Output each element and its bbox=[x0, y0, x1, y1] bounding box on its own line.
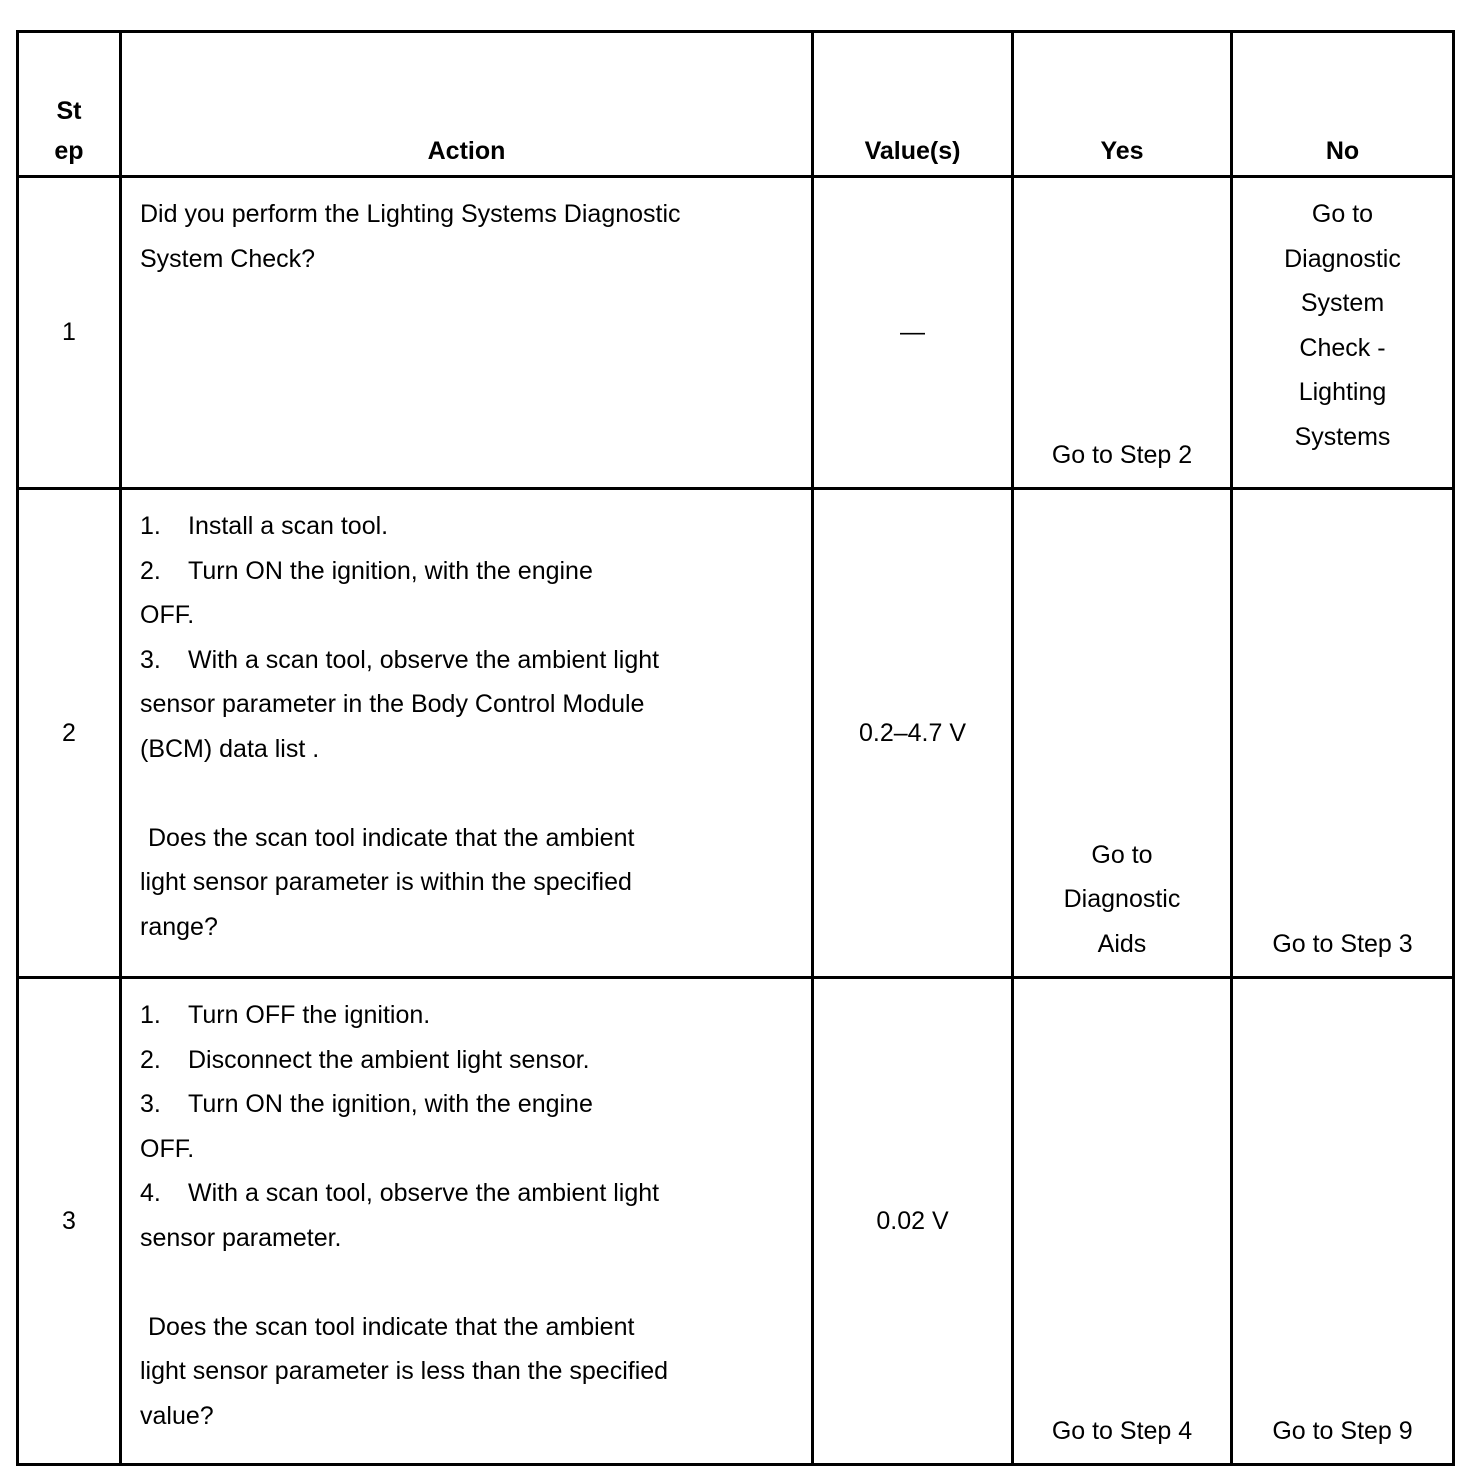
action-list-item bbox=[140, 1171, 801, 1216]
header-row bbox=[18, 32, 1454, 177]
action-list-item bbox=[140, 993, 801, 1038]
question-line: light sensor parameter is within the specified bbox=[140, 868, 632, 896]
list-text: Install a scan tool. bbox=[188, 512, 389, 540]
list-text: Turn ON the ignition, with the engine bbox=[188, 556, 593, 585]
no-link: Go to Step 9 bbox=[1272, 1416, 1413, 1445]
spacer bbox=[140, 771, 801, 816]
table-row bbox=[18, 177, 1454, 489]
action-list-item bbox=[140, 1038, 801, 1083]
list-continuation: (BCM) data list . bbox=[140, 734, 320, 763]
list-continuation: OFF. bbox=[140, 601, 195, 629]
yes-line: Diagnostic bbox=[1063, 885, 1181, 913]
yes-link: Go to Step 2 bbox=[1051, 440, 1193, 469]
header-values: Value(s) bbox=[813, 32, 1013, 177]
list-text: Turn ON the ignition, with the engine bbox=[188, 1090, 593, 1118]
list-continuation: sensor parameter. bbox=[140, 1223, 342, 1252]
value-cell: — bbox=[813, 177, 1013, 489]
step-number: 3 bbox=[18, 978, 121, 1465]
action-list-item bbox=[140, 638, 801, 683]
yes-cell bbox=[1013, 177, 1232, 489]
no-line: Lighting bbox=[1298, 378, 1387, 406]
action-list-item bbox=[140, 1082, 801, 1127]
no-line: Go to bbox=[1311, 200, 1374, 228]
action-list-item bbox=[140, 504, 801, 549]
list-number: 4. bbox=[140, 1179, 161, 1207]
question-line: Does the scan tool indicate that the ambient bbox=[148, 823, 635, 852]
list-number: 2. bbox=[140, 1045, 161, 1074]
action-cell bbox=[121, 177, 813, 489]
header-step-line1: St bbox=[56, 97, 82, 125]
no-line: Check - bbox=[1299, 333, 1386, 362]
spacer bbox=[140, 1260, 801, 1305]
no-cell bbox=[1232, 978, 1454, 1465]
table-row bbox=[18, 489, 1454, 978]
list-text: With a scan tool, observe the ambient light bbox=[188, 1179, 660, 1207]
header-no: No bbox=[1232, 32, 1454, 177]
no-line: Diagnostic bbox=[1284, 244, 1401, 273]
value-cell: 0.02 V bbox=[813, 978, 1013, 1465]
action-cell bbox=[121, 489, 813, 978]
no-line: System bbox=[1300, 289, 1385, 317]
list-text: Disconnect the ambient light sensor. bbox=[188, 1045, 590, 1074]
list-number: 1. bbox=[140, 512, 161, 540]
list-number: 3. bbox=[140, 1090, 161, 1118]
action-line: System Check? bbox=[140, 244, 316, 273]
no-cell bbox=[1232, 489, 1454, 978]
no-link: Go to Step 3 bbox=[1272, 929, 1413, 958]
header-action: Action bbox=[121, 32, 813, 177]
list-text: With a scan tool, observe the ambient light bbox=[188, 645, 660, 674]
yes-cell bbox=[1013, 978, 1232, 1465]
yes-line: Aids bbox=[1097, 929, 1147, 958]
list-continuation: OFF. bbox=[140, 1134, 195, 1163]
action-cell bbox=[121, 978, 813, 1465]
list-text: Turn OFF the ignition. bbox=[188, 1001, 431, 1029]
yes-line: Go to bbox=[1091, 840, 1153, 869]
value-cell: 0.2–4.7 V bbox=[813, 489, 1013, 978]
step-number: 1 bbox=[18, 177, 121, 489]
header-step bbox=[18, 32, 121, 177]
action-list-item bbox=[140, 549, 801, 594]
question-line: range? bbox=[140, 912, 218, 941]
diagnostic-table bbox=[16, 30, 1455, 1466]
yes-link: Go to Step 4 bbox=[1051, 1416, 1193, 1445]
yes-cell bbox=[1013, 489, 1232, 978]
question-line: light sensor parameter is less than the specified bbox=[140, 1357, 669, 1385]
list-number: 3. bbox=[140, 645, 161, 674]
question-line: Does the scan tool indicate that the ambient bbox=[148, 1312, 635, 1341]
action-line: Did you perform the Lighting Systems Diagnostic bbox=[140, 200, 681, 228]
question-line: value? bbox=[140, 1401, 214, 1430]
no-cell bbox=[1232, 177, 1454, 489]
table-row bbox=[18, 978, 1454, 1465]
step-number: 2 bbox=[18, 489, 121, 978]
list-number: 1. bbox=[140, 1001, 161, 1029]
header-step-line2: ep bbox=[54, 137, 84, 165]
list-continuation: sensor parameter in the Body Control Module bbox=[140, 690, 645, 718]
no-line: Systems bbox=[1294, 422, 1391, 451]
header-yes: Yes bbox=[1013, 32, 1232, 177]
list-number: 2. bbox=[140, 556, 161, 585]
